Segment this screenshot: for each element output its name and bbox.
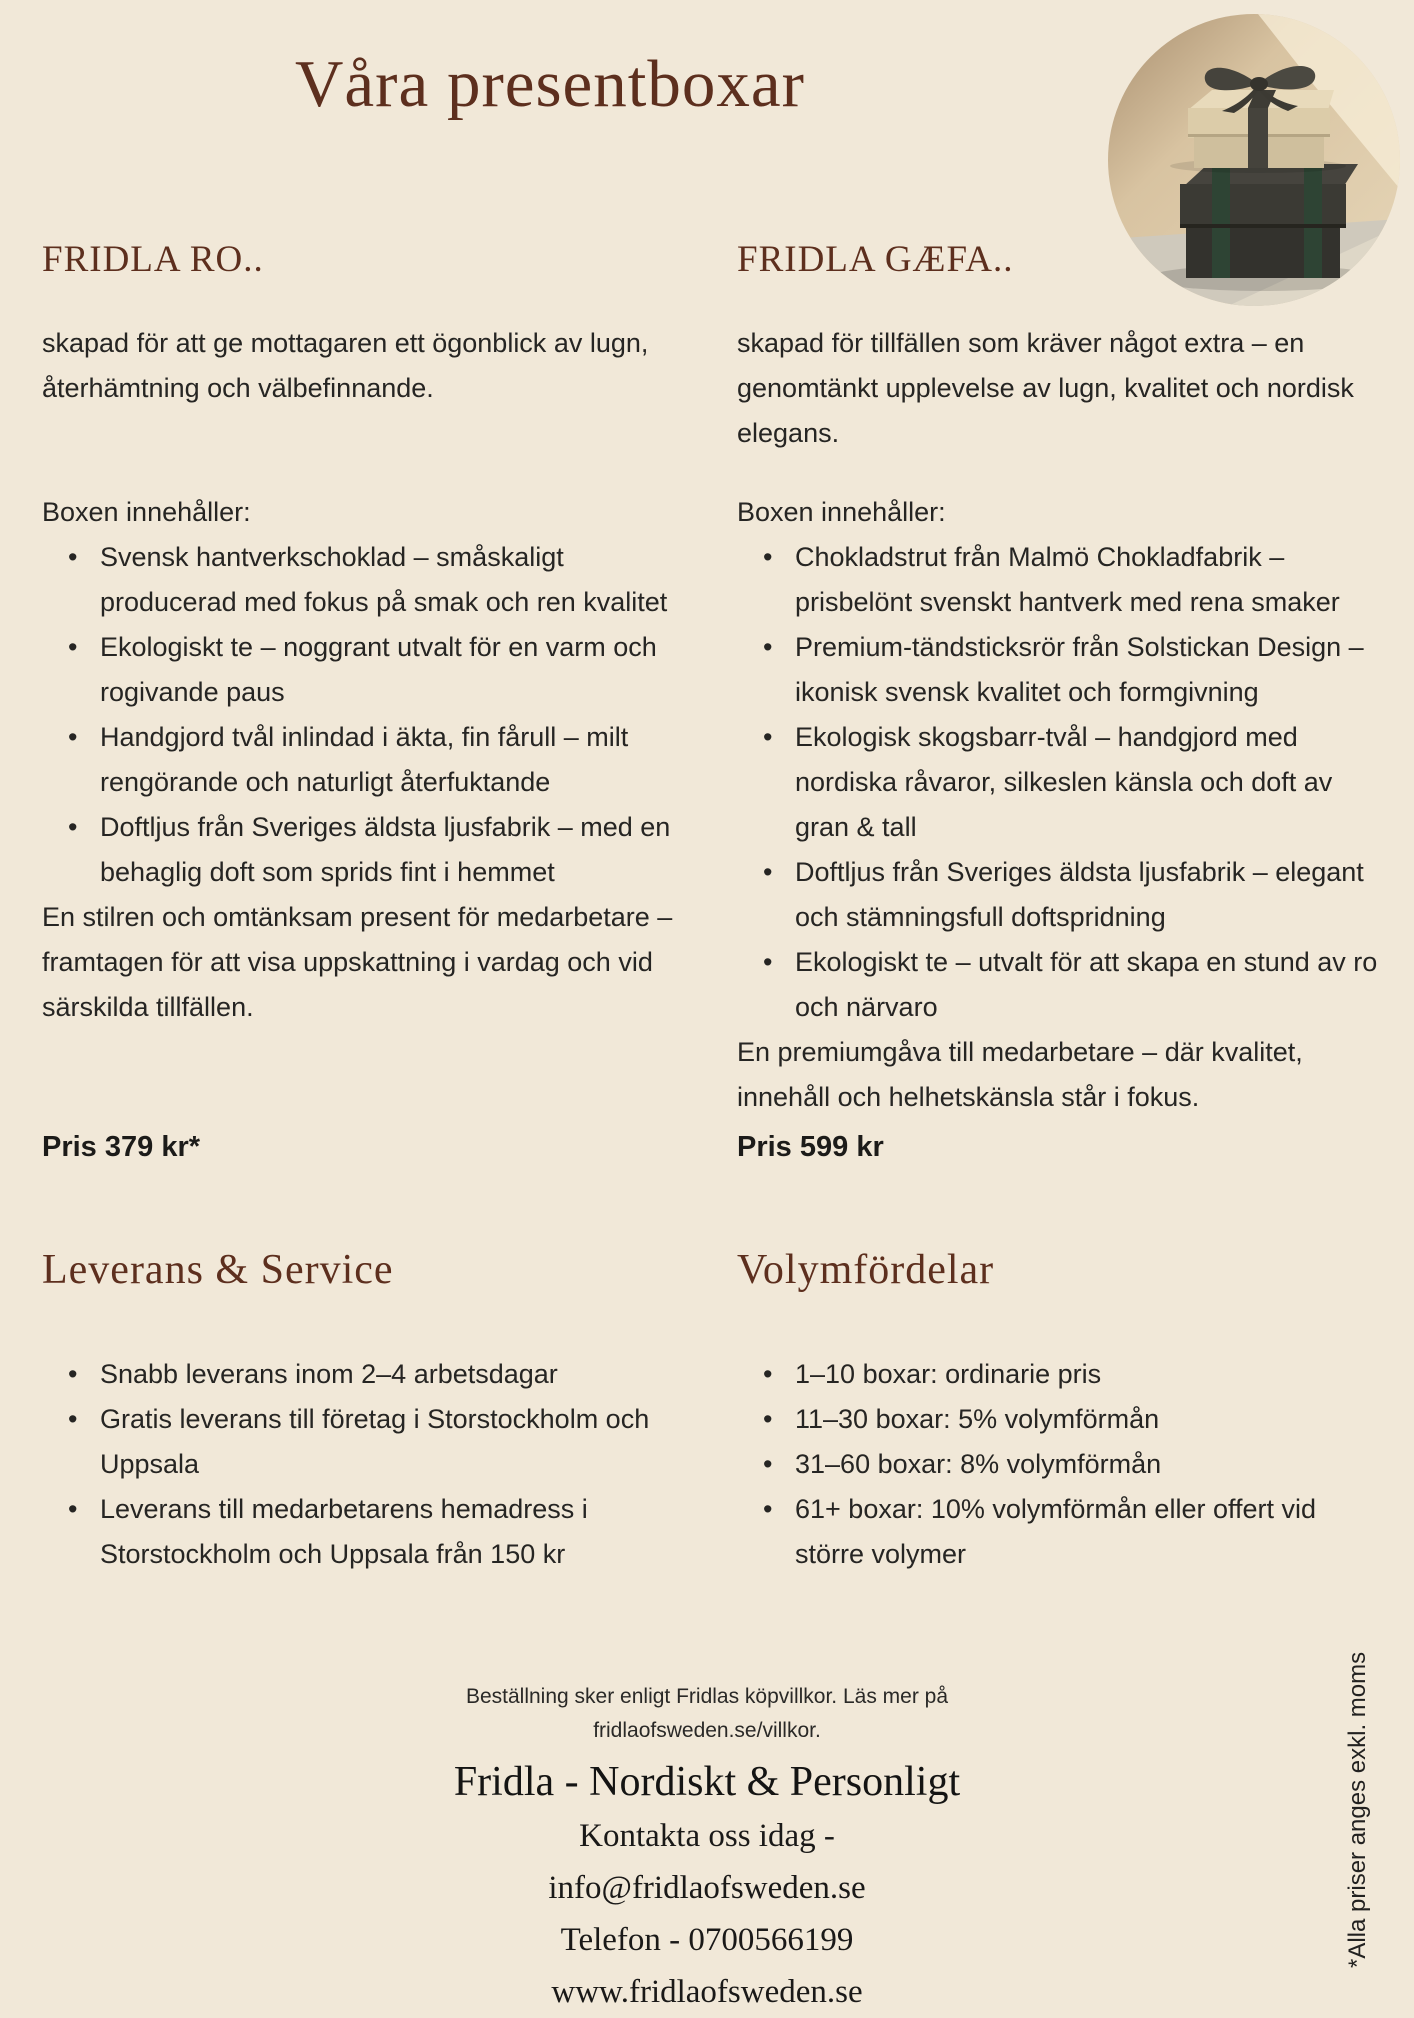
product-columns (42, 238, 1382, 1228)
terms-text (0, 1680, 1414, 1748)
contents-list (42, 535, 687, 895)
product-summary: En premiumgåva till medarbetare – där kvalitet, innehåll och helhetskänsla står i fokus. (737, 1037, 1303, 1112)
section-delivery-service (42, 1246, 687, 1577)
section-volume-benefits (737, 1246, 1382, 1577)
product-summary: En stilren och omtänksam present för medarbetare – framtagen för att visa uppskattning i vardag och vid särskilda tillfällen. (42, 902, 673, 1022)
section-title: Volymfördelar (737, 1247, 995, 1293)
list-item: • Ekologisk skogsbarr-tvål – handgjord med nordiska råvaror, silkeslen känsla och doft av gran & tall (737, 715, 1382, 850)
list-item: • 61+ boxar: 10% volymförmån eller offert vid större volymer (737, 1487, 1382, 1577)
contact-cta: Kontakta oss idag - (579, 1818, 835, 1854)
list-item: • Ekologiskt te – noggrant utvalt för en varm och rogivande paus (42, 625, 687, 715)
list-item: • 31–60 boxar: 8% volymförmån (737, 1442, 1382, 1487)
list-item: • Doftljus från Sveriges äldsta ljusfabrik – elegant och stämningsfull doftspridning (737, 850, 1382, 940)
vat-side-note: *Alla priser anges exkl. moms (1344, 1651, 1371, 1969)
price-label: Pris 379 kr* (42, 1131, 201, 1163)
list-item: • Doftljus från Sveriges äldsta ljusfabrik – med en behaglig doft som sprids fint i hemmet (42, 805, 687, 895)
section-title: Leverans & Service (42, 1247, 394, 1293)
terms-line: Beställning sker enligt Fridlas köpvillkor. Läs mer på (465, 1685, 949, 1708)
list-item: • Snabb leverans inom 2–4 arbetsdagar (42, 1352, 687, 1397)
list-item: • Chokladstrut från Malmö Chokladfabrik – prisbelönt svenskt hantverk med rena smaker (737, 535, 1382, 625)
list-item: • Ekologiskt te – utvalt för att skapa en stund av ro och närvaro (737, 940, 1382, 1030)
list-item: • Handgjord tvål inlindad i äkta, fin fårull – milt rengörande och naturligt återfuktande (42, 715, 687, 805)
list-item: • 11–30 boxar: 5% volymförmån (737, 1397, 1382, 1442)
terms-link: fridlaofsweden.se/villkor. (593, 1719, 821, 1742)
section-list (737, 1352, 1382, 1577)
product-fridla-ro (42, 238, 687, 1228)
brand-tagline: Fridla - Nordiskt & Personligt (453, 1759, 961, 1805)
contact-block (0, 1810, 1414, 2018)
product-contents (737, 490, 1382, 1120)
product-contents (42, 490, 687, 1030)
contact-phone: Telefon - 0700566199 (560, 1922, 854, 1958)
footer (0, 1680, 1414, 2018)
product-description: skapad för att ge mottagaren ett ögonblick av lugn, återhämtning och välbefinnande. (42, 328, 649, 403)
list-item: • 1–10 boxar: ordinarie pris (737, 1352, 1382, 1397)
contents-label: Boxen innehåller: (737, 497, 946, 527)
product-fridla-gaefa (737, 238, 1382, 1228)
list-item: • Gratis leverans till företag i Storstockholm och Uppsala (42, 1397, 687, 1487)
list-item: • Leverans till medarbetarens hemadress i Storstockholm och Uppsala från 150 kr (42, 1487, 687, 1577)
info-sections (42, 1246, 1382, 1577)
list-item: • Svensk hantverkschoklad – småskaligt producerad med fokus på smak och ren kvalitet (42, 535, 687, 625)
contents-label: Boxen innehåller: (42, 497, 251, 527)
product-name: FRIDLA RO.. (42, 239, 264, 280)
contact-email: info@fridlaofsweden.se (548, 1870, 866, 1906)
contents-list (737, 535, 1382, 1030)
page-title: Våra presentboxar (295, 47, 805, 121)
section-list (42, 1352, 687, 1577)
product-description: skapad för tillfällen som kräver något extra – en genomtänkt upplevelse av lugn, kvalitet och nordisk elegans. (737, 328, 1354, 448)
product-name: FRIDLA GÆFA.. (737, 239, 1014, 280)
price-label: Pris 599 kr (737, 1131, 884, 1163)
list-item: • Premium-tändsticksrör från Solstickan Design – ikonisk svensk kvalitet och formgivning (737, 625, 1382, 715)
contact-website: www.fridlaofsweden.se (551, 1974, 863, 2010)
